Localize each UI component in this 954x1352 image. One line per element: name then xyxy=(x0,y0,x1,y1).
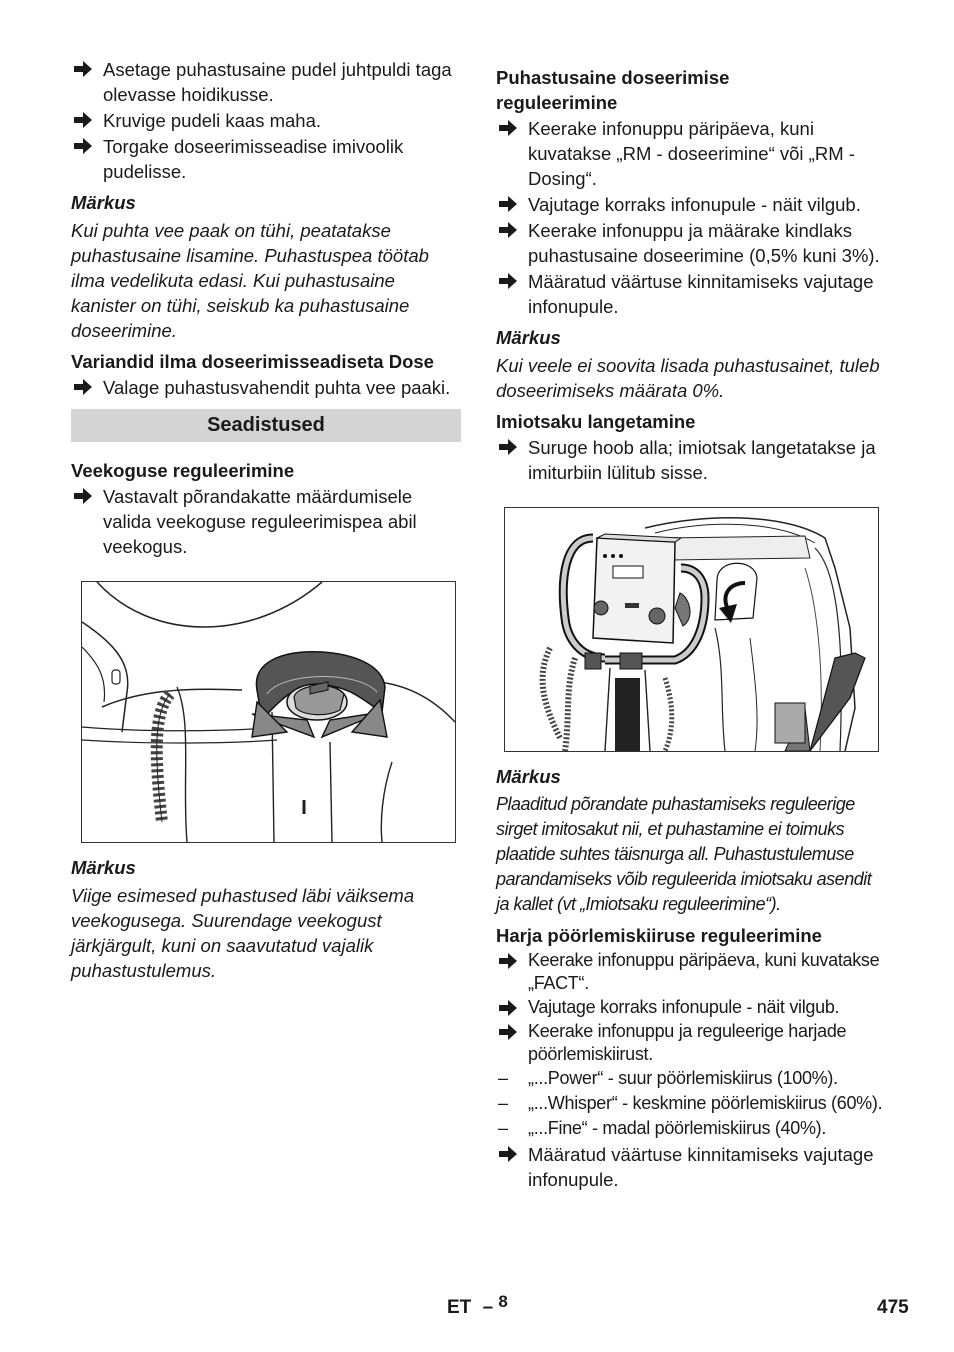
arrow-right-icon xyxy=(498,1145,518,1163)
step-item: Vajutage korraks infonupule - näit vilgub. xyxy=(496,996,884,1019)
note-text: Kui veele ei soovita lisada puhastusainet, tuleb doseerimiseks määrata 0%. xyxy=(496,355,880,401)
water-valve-drawing xyxy=(82,582,455,842)
arrow-right-icon xyxy=(73,487,93,505)
step-item: Keerake infonuppu päripäeva, kuni kuvatakse „RM - doseerimine“ või „RM - Dosing“. xyxy=(496,116,884,191)
note-text: Viige esimesed puhastused läbi väiksema veekogusega. Suurendage veekogust järkjärgult, kuni on saavutatud vajalik puhastustulemus. xyxy=(71,885,415,981)
arrow-right-icon xyxy=(498,195,518,213)
page-number: 475 xyxy=(877,1297,909,1318)
option-item: – „...Power“ - suur pöörlemiskiirus (100%). xyxy=(498,1068,838,1088)
section-title-bar: Seadistused xyxy=(71,409,461,442)
option-item: – „...Fine“ - madal pöörlemiskiirus (40%). xyxy=(498,1118,827,1138)
note-heading: Märkus xyxy=(496,766,561,787)
machine-control-illustration xyxy=(504,507,879,752)
option-item: – „...Whisper“ - keskmine pöörlemiskiirus (60%). xyxy=(498,1093,883,1113)
step-item: Määratud väärtuse kinnitamiseks vajutage infonupule. xyxy=(496,1142,884,1192)
step-item: Kruvige pudeli kaas maha. xyxy=(71,108,461,133)
step-item: Suruge hoob alla; imiotsak langetatakse ja imiturbiin lülitub sisse. xyxy=(496,435,884,485)
variants-heading: Variandid ilma doseerimisseadiseta Dose xyxy=(71,351,434,372)
arrow-right-icon xyxy=(498,952,518,970)
water-heading: Veekoguse reguleerimine xyxy=(71,460,295,481)
dosing-heading: Puhastusaine doseerimise reguleerimine xyxy=(496,67,730,113)
dash-mark: – xyxy=(498,1093,508,1113)
dash-mark: – xyxy=(498,1068,508,1088)
note-text: Plaaditud põrandate puhastamiseks reguleerige sirget imitosakut nii, et puhastamine ei toimuks plaatide suhtes täisnurga all. Puhastustulemuse parandamiseks võib reguleerida imiotsaku asendit ja kallet (vt „Imiotsaku reguleerimine“). xyxy=(496,794,872,914)
step-item: Määratud väärtuse kinnitamiseks vajutage infonupule. xyxy=(496,269,884,319)
arrow-right-icon xyxy=(498,272,518,290)
arrow-right-icon xyxy=(498,1023,518,1041)
note-heading: Märkus xyxy=(71,192,136,213)
squeegee-heading: Imiotsaku langetamine xyxy=(496,411,696,432)
arrow-right-icon xyxy=(73,111,93,129)
arrow-right-icon xyxy=(498,221,518,239)
step-item: Asetage puhastusaine pudel juhtpuldi taga olevasse hoidikusse. xyxy=(71,57,461,107)
step-item: Torgake doseerimisseadise imivoolik pudelisse. xyxy=(71,134,461,184)
footer-language: ET – 8 xyxy=(447,1292,508,1318)
step-item: Vastavalt põrandakatte määrdumisele valida veekoguse reguleerimispea abil veekogus. xyxy=(71,484,461,559)
step-item: Keerake infonuppu ja määrake kindlaks puhastusaine doseerimine (0,5% kuni 3%). xyxy=(496,218,884,268)
step-item: Keerake infonuppu päripäeva, kuni kuvatakse „FACT“. xyxy=(496,949,884,995)
note-heading: Märkus xyxy=(496,327,561,348)
arrow-right-icon xyxy=(498,119,518,137)
arrow-right-icon xyxy=(73,137,93,155)
step-item: Keerake infonuppu ja reguleerige harjade pöörlemiskiirust. xyxy=(496,1020,884,1066)
step-item: Valage puhastusvahendit puhta vee paaki. xyxy=(71,375,461,400)
arrow-right-icon xyxy=(498,438,518,456)
machine-drawing xyxy=(505,508,878,751)
arrow-right-icon xyxy=(73,60,93,78)
note-heading: Märkus xyxy=(71,857,136,878)
note-text: Kui puhta vee paak on tühi, peatatakse puhastusaine lisamine. Puhastuspea töötab ilma vedelikuta edasi. Kui puhastusaine kanister on tühi, seiskub ka puhastusaine doseerimine. xyxy=(71,220,429,341)
right-column xyxy=(496,57,884,1193)
dash-mark: – xyxy=(498,1118,508,1138)
water-valve-illustration xyxy=(81,581,456,843)
arrow-right-icon xyxy=(73,378,93,396)
step-item: Vajutage korraks infonupule - näit vilgub. xyxy=(496,192,884,217)
arrow-right-icon xyxy=(498,999,518,1017)
left-column xyxy=(71,57,461,989)
brush-heading: Harja pöörlemiskiiruse reguleerimine xyxy=(496,925,822,946)
